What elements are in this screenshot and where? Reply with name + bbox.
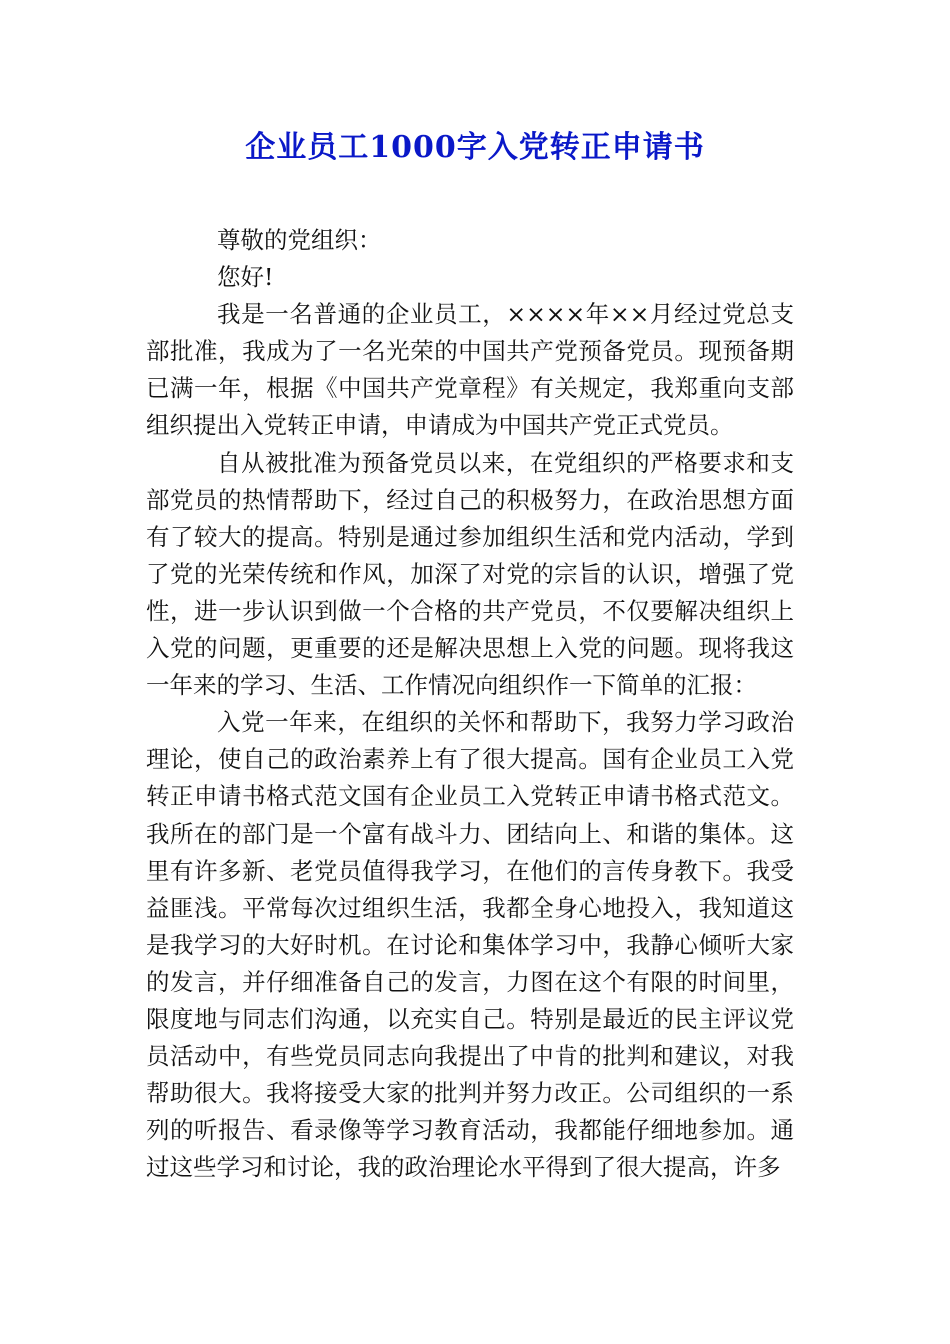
paragraph: 入党一年来，在组织的关怀和帮助下，我努力学习政治理论，使自己的政治素养上有了很大提高。国有企业员工入党转正申请书格式范文国有企业员工入党转正申请书格式范文。我所在的部门是一个富有战斗力、团结向上、和谐的集体。这里有许多新、老党员值得我学习，在他们的言传身教下。我受益匪浅。平常每次过组织生活，我都全身心地投入，我知道这是我学习的大好时机。在讨论和集体学习中，我静心倾听大家的发言，并仔细准备自己的发言，力图在这个有限的时间里，限度地与同志们沟通，以充实自己。特别是最近的民主评议党员活动中，有些党员同志向我提出了中肯的批判和建议，对我帮助很大。我将接受大家的批判并努力改正。公司组织的一系列的听报告、看录像等学习教育活动，我都能仔细地参加。通过这些学习和讨论，我的政治理论水平得到了很大提高，许多: [146, 708, 794, 1182]
salutation: 尊敬的党组织：: [217, 226, 382, 254]
greeting: 您好!: [217, 263, 274, 292]
document-title: 企业员工1000字入党转正申请书: [245, 130, 705, 165]
paragraph: 自从被批准为预备党员以来，在党组织的严格要求和支部党员的热情帮助下，经过自己的积极努力，在政治思想方面有了较大的提高。特别是通过参加组织生活和党内活动，学到了党的光荣传统和作风，加深了对党的宗旨的认识，增强了党性，进一步认识到做一个合格的共产党员，不仅要解决组织上入党的问题，更重要的还是解决思想上入党的问题。现将我这一年来的学习、生活、工作情况向组织作一下简单的汇报：: [146, 448, 794, 700]
document-body: [146, 222, 794, 1186]
paragraph: 我是一名普通的企业员工，××××年××月经过党总支部批准，我成为了一名光荣的中国共产党预备党员。现预备期已满一年，根据《中国共产党章程》有关规定，我郑重向支部组织提出入党转正申请，申请成为中国共产党正式党员。: [146, 300, 794, 440]
